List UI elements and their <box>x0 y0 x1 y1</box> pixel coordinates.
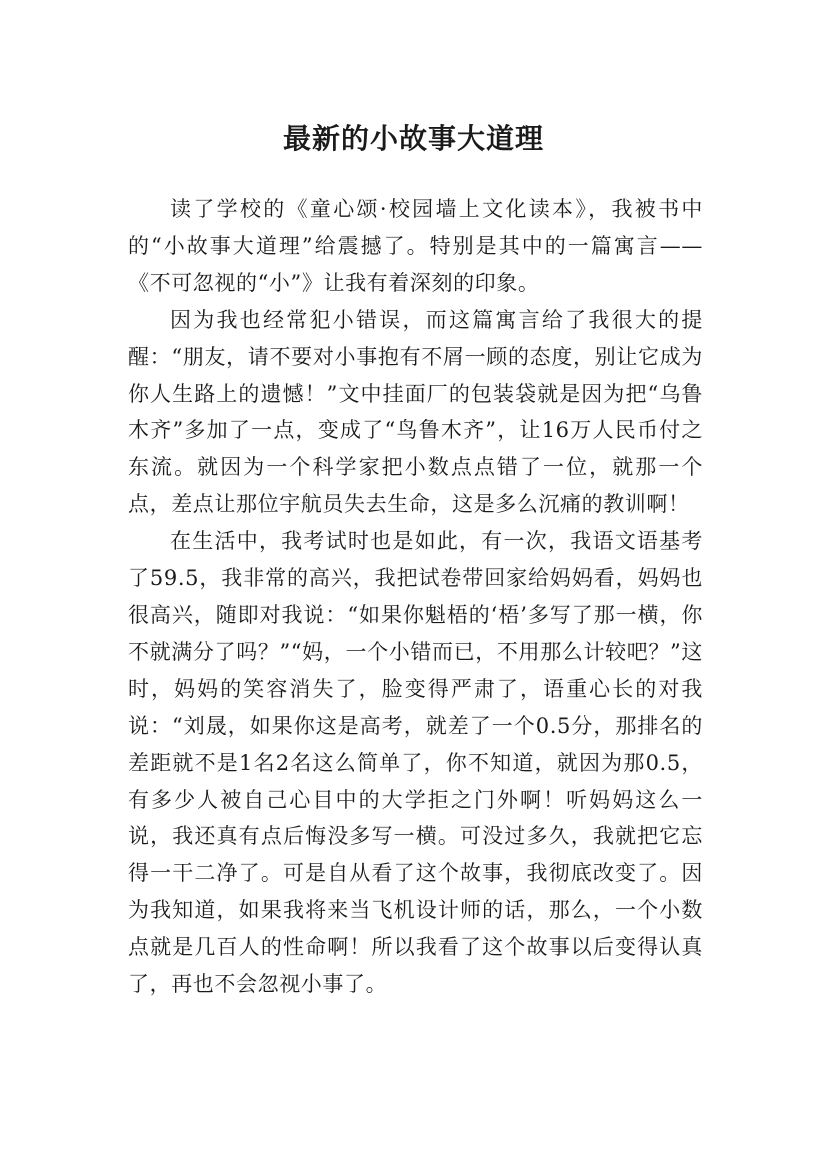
paragraph-story: 在生活中，我考试时也是如此，有一次，我语文语基考了59.5，我非常的高兴，我把试卷带回家给妈妈看，妈妈也很高兴，随即对我说：“如果你魁梧的‘梧’多写了那一横，你不就满分了吗？”“妈，一个小错而已，不用那么计较吧？”这时，妈妈的笑容消失了，脸变得严肃了，语重心长的对我说：“刘晟，如果你这是高考，就差了一个0.5分，那排名的差距就不是1名2名这么简单了，你不知道，就因为那0.5，有多少人被自己心目中的大学拒之门外啊！听妈妈这么一说，我还真有点后悔没多写一横。可没过多久，我就把它忘得一干二净了。可是自从看了这个故事，我彻底改变了。因为我知道，如果我将来当飞机设计师的话，那么，一个小数点就是几百人的性命啊！所以我看了这个故事以后变得认真了，再也不会忽视小事了。 <box>128 529 703 997</box>
paragraph-reminder: 因为我也经常犯小错误，而这篇寓言给了我很大的提醒：“朋友，请不要对小事抱有不屑一顾的态度，别让它成为你人生路上的遗憾！”文中挂面厂的包装袋就是因为把“乌鲁木齐”多加了一点，变成了“鸟鲁木齐”，让16万人民币付之东流。就因为一个科学家把小数点点错了一位，就那一个点，差点让那位宇航员失去生命，这是多么沉痛的教训啊！ <box>128 307 703 517</box>
document-body <box>128 191 703 1003</box>
paragraph-intro: 读了学校的《童心颂·校园墙上文化读本》，我被书中的“小故事大道理”给震撼了。特别是其中的一篇寓言——《不可忽视的“小”》让我有着深刻的印象。 <box>128 197 703 295</box>
document-title: 最新的小故事大道理 <box>282 121 544 155</box>
